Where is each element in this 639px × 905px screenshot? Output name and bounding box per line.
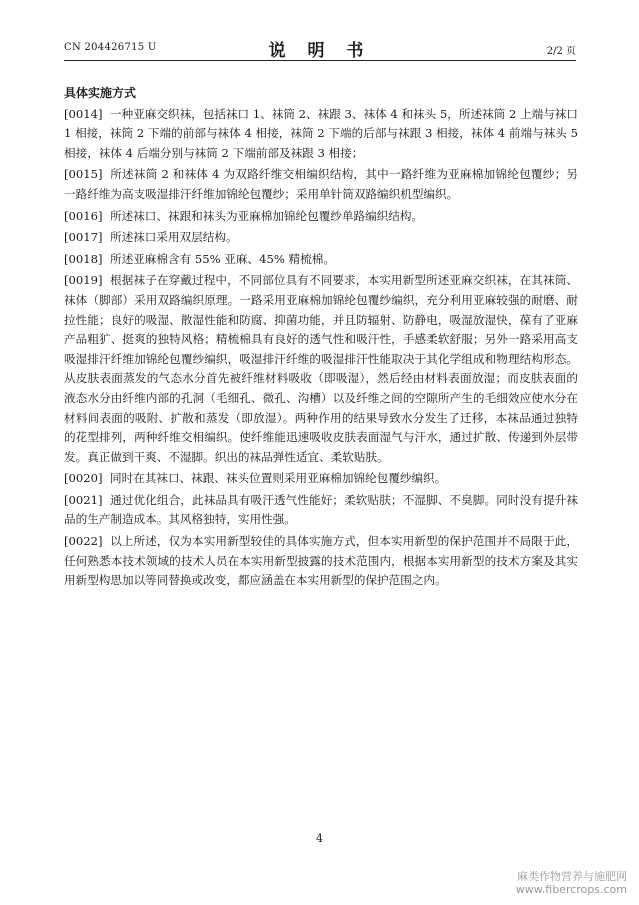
watermark xyxy=(516,870,627,896)
paragraph xyxy=(64,228,578,248)
paragraph-number: [0018] xyxy=(64,251,103,266)
paragraph-number: [0020] xyxy=(64,471,103,486)
document-title: 说 明 书 xyxy=(268,41,372,61)
paragraph-text: 一种亚麻交织袜，包括袜口 1、袜筒 2、袜跟 3、袜体 4 和袜头 5，所述袜筒 2 上端与袜口 1 相接，袜筒 2 下端的前部与袜体 4 相接，袜筒 2 下端的后部与袜跟 3 相接，袜体 4 前端与袜头 5 相接，袜体 4 后端分别与袜筒 2 下端前部及袜跟 3 相接； xyxy=(64,106,578,160)
paragraph-number: [0022] xyxy=(64,534,103,549)
paragraph-text: 根据袜子在穿戴过程中，不同部位具有不同要求，本实用新型所述亚麻交织袜，在其袜筒、袜体（脚部）采用双路编织原理。一路采用亚麻棉加锦纶包覆纱编织，充分利用亚麻较强的耐磨、耐拉性能；良好的吸湿、散湿性能和防腐、抑菌功能，并且防辐射、防静电，吸湿放湿快，葆有了亚麻产品粗犷、挺爽的独特风格；精梳棉具有良好的透气性和吸汗性，手感柔软舒服；另外一路采用高支吸湿排汗纤维加锦纶包覆纱编织，吸湿排汗纤维的吸湿排汗性能取决于其化学组成和物理结构形态。从皮肤表面蒸发的气态水分首先被纤维材料吸收（即吸湿），然后经由材料表面放湿；而皮肤表面的液态水分由纤维内部的孔洞（毛细孔、微孔、沟槽）以及纤维之间的空隙所产生的毛细效应使水分在材料间表面的吸附、扩散和蒸发（即放湿）。两种作用的结果导致水分发生了迁移，本袜品通过独特的花型排列，两种纤维交相编织。使纤维能迅速吸收皮肤表面湿气与汗水，通过扩散、传递到外层带发。真正做到干爽、不湿脚。织出的袜品弹性适宜、柔软贴肤。 xyxy=(64,273,578,464)
paragraph-text: 所述袜口、袜跟和袜头为亚麻棉加锦纶包覆纱单路编织结构。 xyxy=(110,208,424,223)
paragraph xyxy=(64,165,578,204)
paragraph-text: 所述袜筒 2 和袜体 4 为双路纤维交相编织结构，其中一路纤维为亚麻棉加锦纶包覆纱；另一路纤维为高支吸湿排汗纤维加锦纶包覆纱；采用单针筒双路编织机型编织。 xyxy=(64,167,578,201)
paragraph-number: [0019] xyxy=(64,273,103,288)
paragraph xyxy=(64,105,578,164)
paragraph-text: 所述袜口采用双层结构。 xyxy=(110,230,238,245)
paragraph-number: [0017] xyxy=(64,230,103,245)
paragraph xyxy=(64,532,578,591)
document-body xyxy=(64,84,578,593)
paragraph-number: [0015] xyxy=(64,167,103,182)
paragraph xyxy=(64,207,578,227)
watermark-line-1: 麻类作物营养与施肥网 xyxy=(517,870,627,883)
paragraph-number: [0021] xyxy=(64,492,103,507)
paragraph xyxy=(64,469,578,489)
patent-number: CN 204426715 U xyxy=(64,42,157,53)
paragraph xyxy=(64,271,578,467)
paragraph xyxy=(64,250,578,270)
paragraph xyxy=(64,491,578,530)
watermark-line-2: www.fibercrops.com xyxy=(515,883,627,896)
paragraph-text: 同时在其袜口、袜跟、袜头位置则采用亚麻棉加锦纶包覆纱编织。 xyxy=(110,471,447,486)
paragraph-text: 所述亚麻棉含有 55% 亚麻、45% 精梳棉。 xyxy=(110,251,335,266)
paragraph-number: [0014] xyxy=(64,106,103,121)
page-header xyxy=(64,34,576,61)
header-divider xyxy=(64,60,576,61)
paragraph-number: [0016] xyxy=(64,208,103,223)
paragraph-text: 通过优化组合，此袜品具有吸汗透气性能好；柔软贴肤；不湿脚、不臭脚。同时没有提升袜品的生产制造成本。其风格独特，实用性强。 xyxy=(64,492,578,527)
paragraph-text: 以上所述，仅为本实用新型较佳的具体实施方式，但本实用新型的保护范围并不局限于此，任何熟悉本技术领域的技术人员在本实用新型披露的技术范围内，根据本实用新型的技术方案及其实用新型构思加以等同替换或改变，都应涵盖在本实用新型的保护范围之内。 xyxy=(64,534,578,588)
page-count: 2/2 页 xyxy=(546,46,576,57)
page-number: 4 xyxy=(316,832,323,845)
section-title: 具体实施方式 xyxy=(64,86,137,100)
